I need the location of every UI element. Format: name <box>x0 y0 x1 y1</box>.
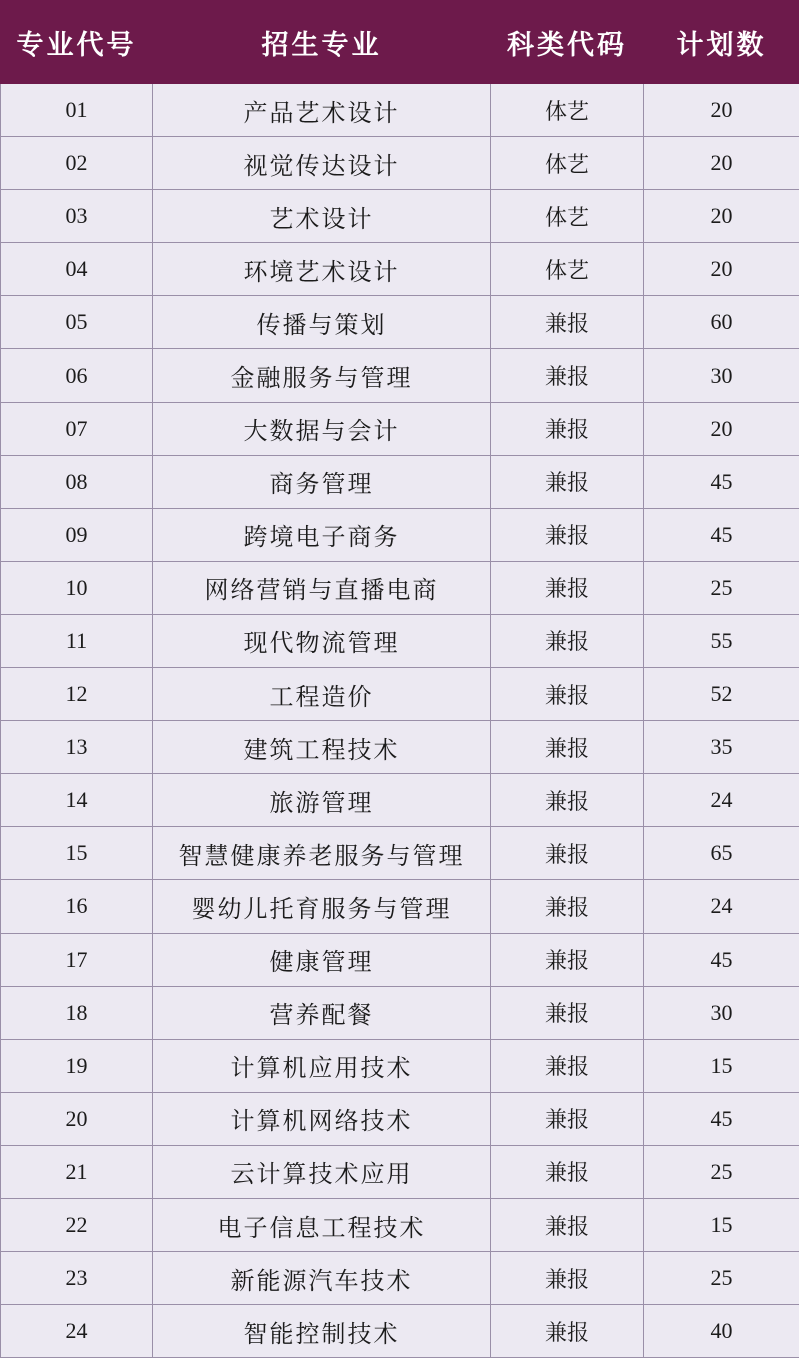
cell-major-code: 02 <box>1 137 153 190</box>
cell-category-code: 兼报 <box>491 1145 644 1198</box>
cell-plan-count: 45 <box>644 933 799 986</box>
cell-major-name: 健康管理 <box>153 933 491 986</box>
column-header-plan-count: 计划数 <box>644 1 799 84</box>
cell-major-code: 01 <box>1 84 153 137</box>
cell-category-code: 兼报 <box>491 1305 644 1358</box>
cell-major-name: 新能源汽车技术 <box>153 1252 491 1305</box>
cell-major-code: 14 <box>1 774 153 827</box>
cell-plan-count: 40 <box>644 1305 799 1358</box>
table-row <box>1 1092 799 1145</box>
cell-major-code: 16 <box>1 880 153 933</box>
cell-plan-count: 25 <box>644 1145 799 1198</box>
cell-major-code: 03 <box>1 190 153 243</box>
cell-plan-count: 20 <box>644 402 799 455</box>
cell-major-name: 产品艺术设计 <box>153 84 491 137</box>
table-row <box>1 721 799 774</box>
cell-category-code: 体艺 <box>491 243 644 296</box>
cell-plan-count: 45 <box>644 455 799 508</box>
cell-plan-count: 30 <box>644 349 799 402</box>
table-row <box>1 1198 799 1251</box>
cell-category-code: 体艺 <box>491 84 644 137</box>
cell-plan-count: 15 <box>644 1198 799 1251</box>
cell-category-code: 兼报 <box>491 1252 644 1305</box>
cell-major-code: 10 <box>1 561 153 614</box>
cell-plan-count: 55 <box>644 614 799 667</box>
cell-major-name: 电子信息工程技术 <box>153 1198 491 1251</box>
column-header-major-name: 招生专业 <box>153 1 491 84</box>
cell-major-code: 24 <box>1 1305 153 1358</box>
cell-major-code: 17 <box>1 933 153 986</box>
cell-major-name: 智能控制技术 <box>153 1305 491 1358</box>
table-row <box>1 561 799 614</box>
table-row <box>1 349 799 402</box>
cell-plan-count: 45 <box>644 508 799 561</box>
cell-category-code: 兼报 <box>491 880 644 933</box>
cell-category-code: 兼报 <box>491 614 644 667</box>
cell-plan-count: 20 <box>644 84 799 137</box>
table-row <box>1 986 799 1039</box>
cell-category-code: 兼报 <box>491 933 644 986</box>
table-header <box>1 1 799 84</box>
cell-major-code: 05 <box>1 296 153 349</box>
cell-category-code: 兼报 <box>491 455 644 508</box>
cell-major-name: 大数据与会计 <box>153 402 491 455</box>
cell-major-name: 跨境电子商务 <box>153 508 491 561</box>
cell-major-code: 06 <box>1 349 153 402</box>
cell-major-code: 04 <box>1 243 153 296</box>
cell-plan-count: 20 <box>644 137 799 190</box>
cell-major-name: 智慧健康养老服务与管理 <box>153 827 491 880</box>
table-row <box>1 137 799 190</box>
table-row <box>1 402 799 455</box>
table-row <box>1 774 799 827</box>
table-row <box>1 827 799 880</box>
cell-category-code: 兼报 <box>491 349 644 402</box>
column-header-category-code: 科类代码 <box>491 1 644 84</box>
table-row <box>1 1252 799 1305</box>
cell-plan-count: 15 <box>644 1039 799 1092</box>
table-row <box>1 1305 799 1358</box>
cell-category-code: 兼报 <box>491 986 644 1039</box>
cell-plan-count: 52 <box>644 668 799 721</box>
cell-major-name: 婴幼儿托育服务与管理 <box>153 880 491 933</box>
cell-major-name: 视觉传达设计 <box>153 137 491 190</box>
cell-category-code: 兼报 <box>491 402 644 455</box>
cell-major-code: 21 <box>1 1145 153 1198</box>
cell-plan-count: 30 <box>644 986 799 1039</box>
cell-plan-count: 60 <box>644 296 799 349</box>
cell-category-code: 兼报 <box>491 668 644 721</box>
table-row <box>1 243 799 296</box>
cell-category-code: 兼报 <box>491 721 644 774</box>
table-row <box>1 933 799 986</box>
cell-plan-count: 35 <box>644 721 799 774</box>
cell-major-name: 工程造价 <box>153 668 491 721</box>
cell-major-code: 20 <box>1 1092 153 1145</box>
cell-major-code: 19 <box>1 1039 153 1092</box>
cell-major-code: 13 <box>1 721 153 774</box>
table-row <box>1 455 799 508</box>
table-row <box>1 614 799 667</box>
cell-major-code: 08 <box>1 455 153 508</box>
cell-major-code: 18 <box>1 986 153 1039</box>
table-body <box>1 84 799 1358</box>
cell-category-code: 体艺 <box>491 137 644 190</box>
cell-category-code: 兼报 <box>491 1198 644 1251</box>
cell-major-name: 网络营销与直播电商 <box>153 561 491 614</box>
table-row <box>1 296 799 349</box>
table-row <box>1 880 799 933</box>
table-row <box>1 1145 799 1198</box>
cell-major-code: 07 <box>1 402 153 455</box>
cell-major-code: 15 <box>1 827 153 880</box>
cell-category-code: 兼报 <box>491 561 644 614</box>
cell-major-name: 计算机网络技术 <box>153 1092 491 1145</box>
cell-major-name: 环境艺术设计 <box>153 243 491 296</box>
table-row <box>1 508 799 561</box>
cell-major-code: 12 <box>1 668 153 721</box>
cell-major-name: 现代物流管理 <box>153 614 491 667</box>
cell-category-code: 兼报 <box>491 1092 644 1145</box>
table-header-row <box>1 1 799 84</box>
cell-major-name: 商务管理 <box>153 455 491 508</box>
cell-major-code: 23 <box>1 1252 153 1305</box>
table-row <box>1 668 799 721</box>
cell-category-code: 兼报 <box>491 508 644 561</box>
cell-plan-count: 20 <box>644 243 799 296</box>
table-row <box>1 84 799 137</box>
cell-major-name: 艺术设计 <box>153 190 491 243</box>
cell-major-code: 22 <box>1 1198 153 1251</box>
cell-category-code: 兼报 <box>491 774 644 827</box>
cell-plan-count: 65 <box>644 827 799 880</box>
cell-category-code: 兼报 <box>491 1039 644 1092</box>
table-row <box>1 190 799 243</box>
cell-major-name: 计算机应用技术 <box>153 1039 491 1092</box>
cell-category-code: 兼报 <box>491 827 644 880</box>
cell-plan-count: 24 <box>644 774 799 827</box>
cell-category-code: 兼报 <box>491 296 644 349</box>
cell-plan-count: 45 <box>644 1092 799 1145</box>
cell-major-name: 建筑工程技术 <box>153 721 491 774</box>
cell-plan-count: 25 <box>644 561 799 614</box>
cell-major-name: 旅游管理 <box>153 774 491 827</box>
cell-major-name: 营养配餐 <box>153 986 491 1039</box>
cell-plan-count: 25 <box>644 1252 799 1305</box>
cell-plan-count: 20 <box>644 190 799 243</box>
column-header-major-code: 专业代号 <box>1 1 153 84</box>
cell-plan-count: 24 <box>644 880 799 933</box>
cell-major-code: 11 <box>1 614 153 667</box>
cell-major-name: 云计算技术应用 <box>153 1145 491 1198</box>
cell-category-code: 体艺 <box>491 190 644 243</box>
table-row <box>1 1039 799 1092</box>
cell-major-name: 传播与策划 <box>153 296 491 349</box>
cell-major-code: 09 <box>1 508 153 561</box>
cell-major-name: 金融服务与管理 <box>153 349 491 402</box>
